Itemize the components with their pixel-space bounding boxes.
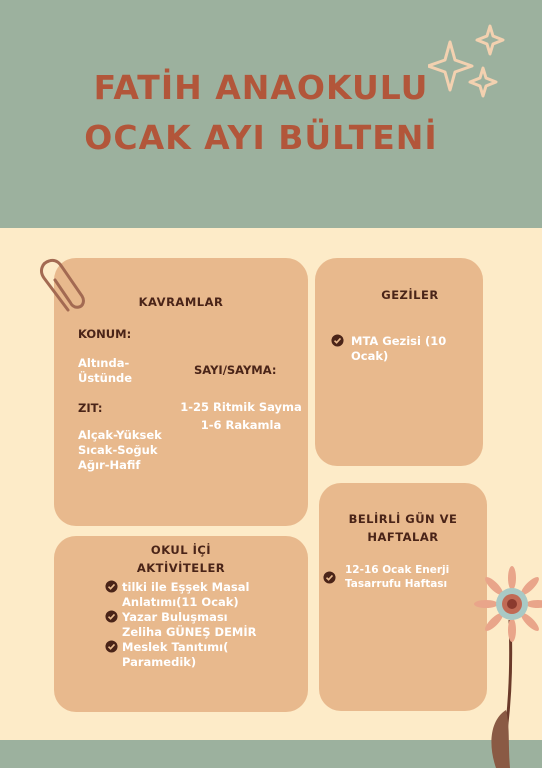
zit-label: ZIT: [78, 401, 103, 415]
geziler-card [315, 258, 483, 466]
zit-values [78, 428, 162, 473]
zit-value: Sıcak-Soğuk [78, 443, 158, 457]
footer-band [0, 740, 542, 768]
aktivite-line: Paramedik) [122, 655, 197, 669]
aktivite-item [122, 580, 249, 610]
kavramlar-heading: KAVRAMLAR [138, 295, 224, 309]
check-circle-icon [105, 580, 118, 593]
okul-ici-heading [54, 541, 308, 577]
aktivite-item [122, 610, 257, 640]
belirli-gun-heading [319, 510, 487, 546]
sparkle-icon [428, 22, 518, 112]
aktivite-line: Yazar Buluşması [122, 610, 228, 624]
belirli-gun-heading-line: BELİRLİ GÜN VE [348, 512, 458, 526]
zit-value: Alçak-Yüksek [78, 428, 162, 442]
belirli-gun-item [345, 563, 449, 591]
sayi-value: 1-25 Ritmik Sayma [180, 400, 302, 414]
check-circle-icon [105, 610, 118, 623]
sayi-values [174, 400, 308, 433]
title-line-1: FATİH ANAOKULU [93, 68, 429, 107]
header-band [0, 0, 542, 228]
aktivite-line: Zeliha GÜNEŞ DEMİR [122, 625, 257, 639]
aktivite-item [122, 640, 228, 670]
check-circle-icon [331, 334, 344, 347]
belirli-gun-heading-line: HAFTALAR [367, 530, 439, 544]
belirli-gun-line: Tasarrufu Haftası [345, 578, 448, 590]
title-line-2: OCAK AYI BÜLTENİ [84, 118, 438, 157]
belirli-gun-line: 12-16 Ocak Enerji [345, 564, 450, 576]
konum-label: KONUM: [78, 327, 132, 341]
check-circle-icon [323, 571, 336, 584]
paperclip-icon [38, 258, 98, 318]
geziler-heading: GEZİLER [381, 288, 439, 302]
okul-ici-heading-line: OKUL İÇİ [150, 543, 212, 557]
belirli-gun-card [319, 483, 487, 711]
konum-value: Altında-Üstünde [78, 356, 133, 385]
okul-ici-heading-line: AKTİVİTELER [136, 561, 226, 575]
aktivite-line: Meslek Tanıtımı( [122, 640, 229, 654]
flower-illustration [470, 560, 542, 768]
check-circle-icon [105, 640, 118, 653]
sayi-label: SAYI/SAYMA: [194, 363, 277, 377]
zit-value: Ağır-Hafif [78, 458, 141, 472]
aktivite-line: tilki ile Eşşek Masal [122, 580, 250, 594]
gezi-item: MTA Gezisi (10 Ocak) [351, 334, 447, 363]
aktivite-line: Anlatımı(11 Ocak) [122, 595, 239, 609]
okul-ici-card [54, 536, 308, 712]
sayi-value: 1-6 Rakamla [200, 418, 282, 432]
